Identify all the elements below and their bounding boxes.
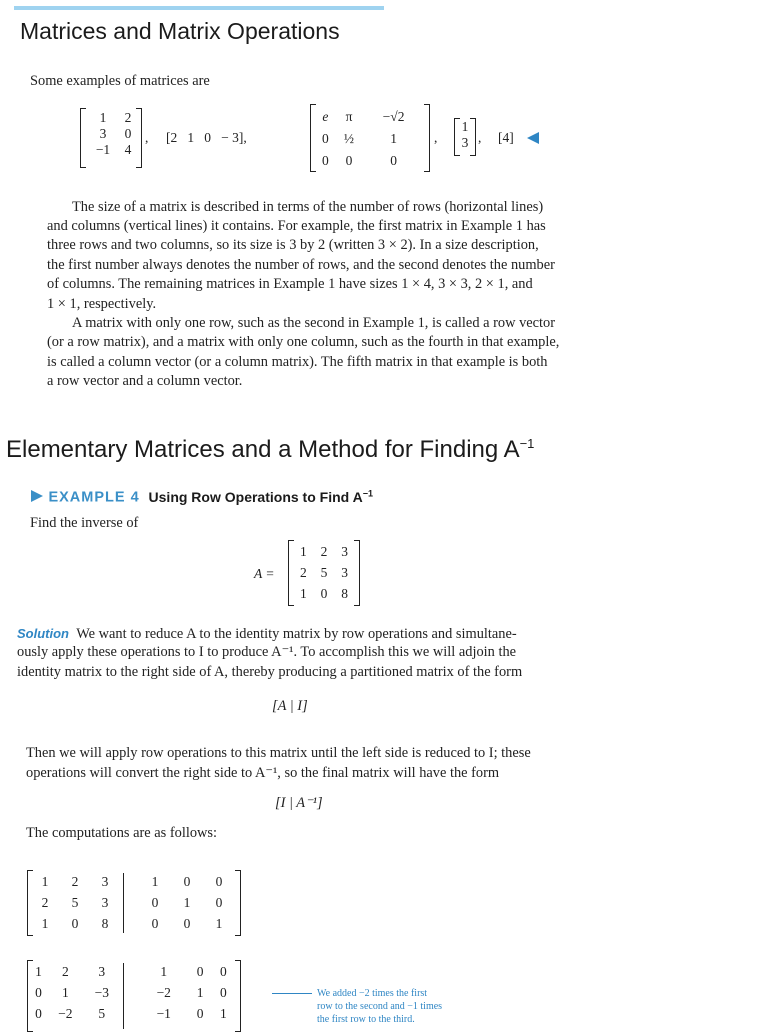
matrix-a-label: A = — [254, 566, 275, 581]
comma: , — [145, 130, 149, 145]
section-title-elementary: Elementary Matrices and a Method for Finding $A^{-1}$ — [6, 436, 535, 463]
paragraph-vector-line-0: A matrix with only one row, such as the second in Example 1, is called a row vector — [72, 315, 556, 331]
matrix-1x1: [4] — [498, 130, 514, 145]
example-label: EXAMPLE 4 — [48, 489, 140, 506]
cell: 0 — [183, 915, 191, 931]
cell: 2 — [41, 894, 49, 910]
cell: 0 — [151, 915, 159, 931]
cell: 0 — [215, 873, 223, 889]
cell: 0 — [183, 873, 191, 889]
cell: 3 — [98, 963, 106, 979]
cell: 0 — [345, 153, 353, 168]
paragraph-size-line-2: three rows and two columns, so its size is 3 by 2 (written 3 × 2). In a size description, — [47, 237, 539, 253]
section-title-matrices: Matrices and Matrix Operations — [20, 18, 340, 44]
cell: 1 — [160, 963, 168, 979]
cell: 3 — [99, 126, 107, 141]
cell: 8 — [341, 585, 349, 601]
then-line-1: operations will convert the right side to A⁻¹, so the final matrix will have the form — [26, 765, 500, 781]
cell: 0 — [320, 585, 328, 601]
top-accent-bar — [14, 6, 384, 10]
solution-line-2: identity matrix to the right side of A, thereby producing a partitioned matrix of the form — [17, 664, 523, 680]
cell: 1 — [151, 873, 159, 889]
matrix-3x2 — [80, 108, 142, 168]
example-title: Using Row Operations to Find $A^{-1}$ — [148, 488, 373, 505]
solution-line-1: ously apply these operations to I to produce A⁻¹. To accomplish this we will adjoin the — [17, 644, 517, 660]
cell: −1 — [95, 142, 111, 157]
matrix-2x1 — [454, 118, 476, 156]
cell: 2 — [320, 543, 328, 559]
computations-text: The computations are as follows: — [26, 825, 218, 841]
cell: 1 — [41, 873, 49, 889]
cell: 3 — [101, 873, 109, 889]
cell: 0 — [196, 1005, 204, 1021]
matrix-3x3 — [310, 104, 430, 172]
annotation-leader-line — [272, 993, 312, 994]
cell: 1 — [390, 131, 397, 146]
triangle-left-icon — [526, 131, 540, 145]
then-line-0: Then we will apply row operations to this matrix until the left side is reduced to I; these — [26, 745, 531, 761]
cell: 4 — [124, 142, 132, 157]
cell: 0 — [322, 131, 329, 146]
cell: 1 — [461, 119, 469, 134]
cell: 5 — [71, 894, 79, 910]
cell: 0 — [35, 1005, 42, 1021]
cell: 2 — [61, 963, 69, 979]
cell: −√2 — [382, 109, 405, 124]
cell: 3 — [341, 543, 349, 559]
cell: 0 — [124, 126, 132, 141]
cell: 3 — [341, 564, 349, 580]
cell: 2 — [71, 873, 79, 889]
cell: 1 — [299, 543, 307, 559]
paragraph-size-line-4: of columns. The remaining matrices in Example 1 have sizes 1 × 4, 3 × 3, 2 × 1, and — [47, 276, 533, 292]
cell: 1 — [299, 585, 307, 601]
cell: 5 — [320, 564, 328, 580]
paragraph-size-line-5: 1 × 1, respectively. — [47, 296, 157, 312]
cell: 1 — [215, 915, 223, 931]
find-inverse-text: Find the inverse of — [30, 515, 139, 531]
comma: , — [434, 130, 438, 145]
cell: 1 — [61, 984, 69, 1000]
annotation-note: We added −2 times the first row to the second and −1 times the first row to the third. — [317, 988, 443, 1025]
cell: 3 — [101, 894, 109, 910]
cell: 0 — [219, 984, 227, 1000]
cell: ½ — [343, 131, 355, 146]
augmented-matrix-1 — [27, 870, 241, 936]
paragraph-size-line-0: The size of a matrix is described in terms of the number of rows (horizontal lines) — [72, 199, 544, 215]
cell: 1 — [183, 894, 191, 910]
cell: 0 — [215, 894, 223, 910]
cell: 3 — [461, 135, 469, 150]
cell: 0 — [151, 894, 159, 910]
cell: 1 — [99, 110, 107, 125]
paragraph-vector-line-1: (or a row matrix), and a matrix with only one column, such as the fourth in that example, — [47, 334, 560, 350]
cell: 0 — [196, 963, 204, 979]
cell: e — [322, 109, 329, 124]
cell: 2 — [124, 110, 132, 125]
cell: π — [345, 109, 353, 124]
solution-label: Solution — [17, 626, 69, 641]
paragraph-size-line-1: and columns (vertical lines) it contains. For example, the first matrix in Example 1 has — [47, 218, 546, 234]
example-header — [30, 488, 373, 507]
cell: 0 — [390, 153, 397, 168]
triangle-right-icon — [30, 489, 44, 503]
paragraph-vector-line-3: a row vector and a column vector. — [47, 373, 243, 389]
cell: −1 — [156, 1005, 171, 1021]
cell: 5 — [98, 1005, 106, 1021]
cell: 0 — [219, 963, 227, 979]
cell: −3 — [94, 984, 109, 1000]
cell: 0 — [322, 153, 329, 168]
cell: −2 — [156, 984, 171, 1000]
augmented-matrix-2 — [27, 960, 241, 1032]
comma: , — [478, 130, 482, 145]
cell: 2 — [299, 564, 307, 580]
cell: 1 — [196, 984, 204, 1000]
paragraph-vector-line-2: is called a column vector (or a column matrix). The fifth matrix in that example is both — [47, 354, 548, 370]
form-i-ainv: [I | A⁻¹] — [275, 795, 323, 811]
cell: 1 — [41, 915, 49, 931]
cell: −2 — [58, 1005, 73, 1021]
cell: 8 — [101, 915, 109, 931]
cell: 0 — [71, 915, 79, 931]
cell: 0 — [35, 984, 42, 1000]
form-a-i: [A | I] — [272, 698, 308, 714]
solution-line-0: Solution We want to reduce A to the identity matrix by row operations and simultane- — [17, 626, 517, 642]
intro-text: Some examples of matrices are — [30, 73, 210, 89]
paragraph-size-line-3: the first number always denotes the number of rows, and the second denotes the number — [47, 257, 555, 273]
matrix-a — [288, 540, 360, 606]
row-vector: [2 1 0 − 3], — [166, 130, 247, 145]
cell: 1 — [35, 963, 42, 979]
cell: 1 — [219, 1005, 227, 1021]
